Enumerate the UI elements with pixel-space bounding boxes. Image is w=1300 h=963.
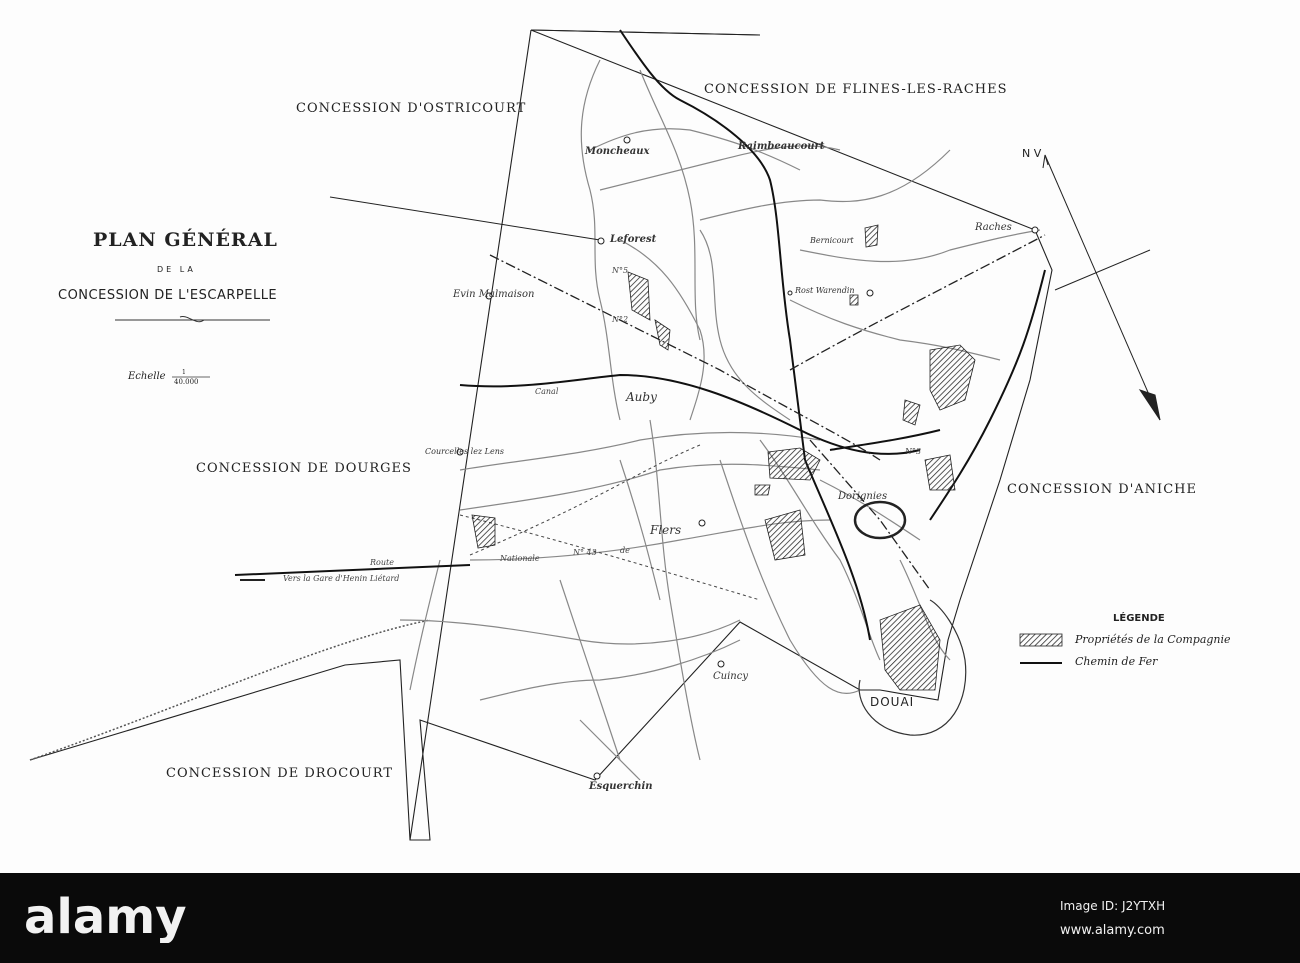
scale-label: Echelle xyxy=(128,371,166,382)
footer-bar xyxy=(0,873,1300,963)
railway-network xyxy=(235,30,1045,640)
annotation-nationale: Nationale xyxy=(500,554,540,563)
annotation-route: Route xyxy=(370,558,394,567)
drocourt-border xyxy=(30,620,430,760)
concession-dourges: CONCESSION DE DOURGES xyxy=(196,461,412,476)
scale-numerator: 1 xyxy=(182,369,186,376)
town-cuincy: Cuincy xyxy=(713,671,748,682)
alamy-logo-text: alamy xyxy=(24,891,187,943)
legend-properties-symbol xyxy=(1020,634,1062,646)
annotation-de: de xyxy=(620,546,630,555)
map-title-concession: CONCESSION DE L'ESCARPELLE xyxy=(58,288,278,303)
town-courcelles: Courcelles lez Lens xyxy=(425,447,504,456)
concession-drocourt: CONCESSION DE DROCOURT xyxy=(166,766,394,781)
north-label: N V xyxy=(1022,147,1042,160)
canal-lines xyxy=(490,235,1045,590)
title-divider xyxy=(115,317,270,322)
annotation-fosse3: N°3 xyxy=(905,447,922,456)
annotation-gare: Vers la Gare d'Henin Liétard xyxy=(283,574,400,583)
concession-boundary xyxy=(30,30,1052,840)
annotation-fosse2: N°2 xyxy=(612,315,629,324)
map-title: PLAN GÉNÉRAL xyxy=(93,229,278,251)
annotation-canal: Canal xyxy=(535,387,559,396)
town-flers: Flers xyxy=(650,523,682,537)
town-dorignies: Dorignies xyxy=(838,491,888,502)
town-evin: Evin Malmaison xyxy=(453,289,535,300)
annotation-n43: N° 43 xyxy=(573,548,597,557)
concession-flines: CONCESSION DE FLINES-LES-RACHES xyxy=(704,82,1008,97)
dorignies-loop xyxy=(855,502,905,538)
map-title-sub: DE LA xyxy=(157,265,196,274)
town-bernicourt: Bernicourt xyxy=(810,236,854,245)
town-roost-warendin: Rost Warendin xyxy=(795,286,855,295)
alamy-logo xyxy=(24,891,244,943)
dashed-lines xyxy=(460,445,760,600)
town-leforest: Leforest xyxy=(610,234,657,245)
legend-title: LÉGENDE xyxy=(1113,613,1165,624)
footer-url: www.alamy.com xyxy=(1060,923,1165,938)
concession-ostricourt: CONCESSION D'OSTRICOURT xyxy=(296,101,527,116)
scale-denominator: 40.000 xyxy=(174,378,199,386)
town-douai: DOUAI xyxy=(870,695,915,709)
town-raimbeaucourt: Raimbeaucourt xyxy=(738,141,825,152)
annotation-fosse5: N°5 xyxy=(612,266,629,275)
town-moncheaux: Moncheaux xyxy=(585,146,650,157)
town-raches: Raches xyxy=(975,222,1012,233)
legend-railway-label: Chemin de Fer xyxy=(1075,655,1158,668)
town-auby: Auby xyxy=(626,390,657,404)
concession-aniche: CONCESSION D'ANICHE xyxy=(1007,482,1197,497)
legend-properties-label: Propriétés de la Compagnie xyxy=(1075,633,1231,646)
footer-image-id: Image ID: J2YTXH xyxy=(1060,899,1166,913)
boundary-lines xyxy=(330,30,760,240)
north-arrow xyxy=(1043,155,1160,420)
town-esquerchin: Esquerchin xyxy=(589,781,653,792)
